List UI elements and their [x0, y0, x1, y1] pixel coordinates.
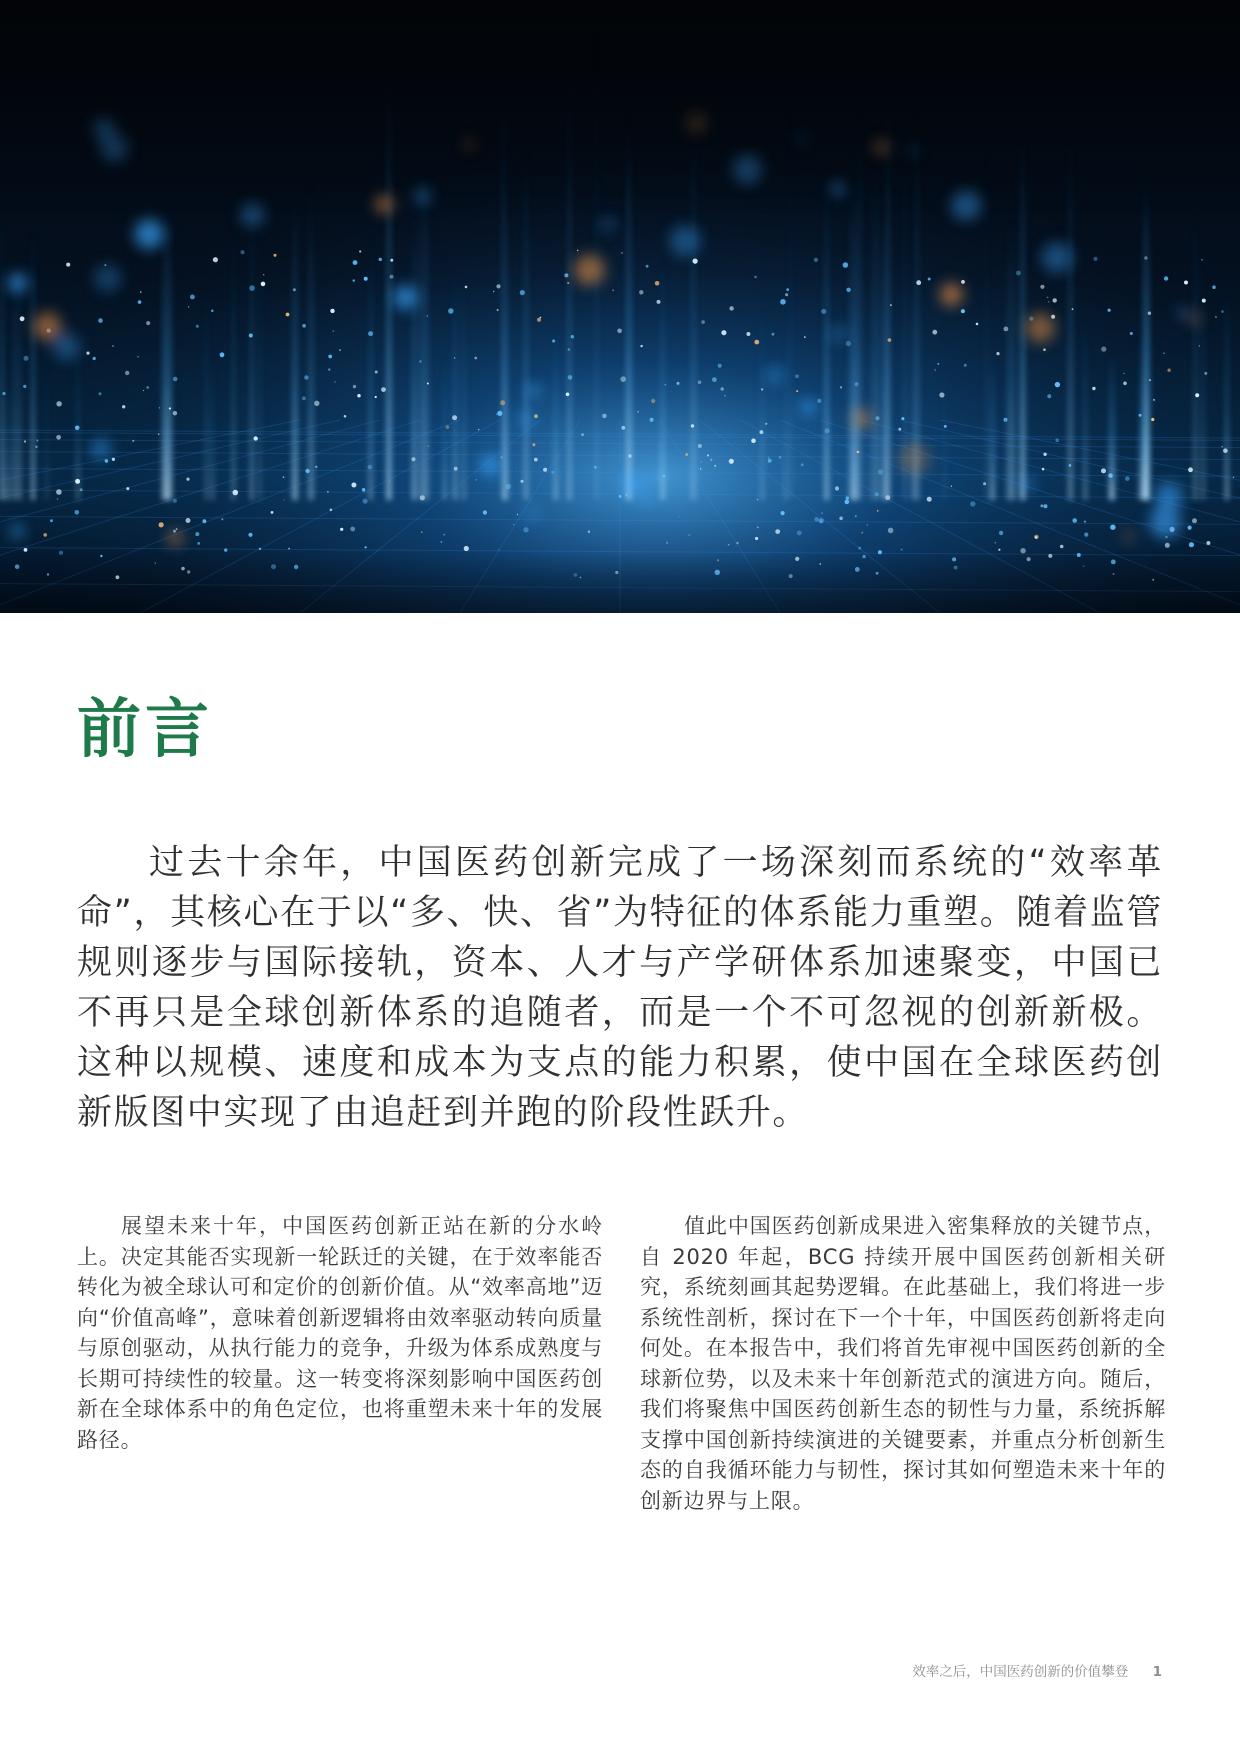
page-number: 1 — [1152, 1664, 1162, 1680]
body-column-left: 展望未来十年，中国医药创新正站在新的分水岭上。决定其能否实现新一轮跃迁的关键，在于效率能否转化为被全球认可和定价的创新价值。从“效率高地”迈向“价值高峰”，意味着创新逻辑将由效率驱动转向质量与原创驱动，从执行能力的竞争，升级为体系成熟度与长期可持续性的较量。这一转变将深刻影响中国医药创新在全球体系中的角色定位，也将重塑未来十年的发展路径。 — [77, 1214, 603, 1452]
body-column-right: 值此中国医药创新成果进入密集释放的关键节点，自 2020 年起，BCG 持续开展中国医药创新相关研究，系统刻画其起势逻辑。在此基础上，我们将进一步系统性剖析，探讨在下一个十年，中国医药创新将走向何处。在本报告中，我们将首先审视中国医药创新的全球新位势，以及未来十年创新范式的演进方向。随后，我们将聚焦中国医药创新生态的韧性与力量，系统拆解支撑中国创新持续演进的关键要素，并重点分析创新生态的自我循环能力与韧性，探讨其如何塑造未来十年的创新边界与上限。 — [640, 1214, 1166, 1513]
lead-paragraph: 过去十余年，中国医药创新完成了一场深刻而系统的“效率革命”，其核心在于以“多、快、省”为特征的体系能力重塑。随着监管规则逐步与国际接轨，资本、人才与产学研体系加速聚变，中国已不再只是全球创新体系的追随者，而是一个不可忽视的创新新极。这种以规模、速度和成本为支点的能力积累，使中国在全球医药创新版图中实现了由追赶到并跑的阶段性跃升。 — [77, 843, 1163, 1133]
page-footer — [912, 1662, 1162, 1682]
running-title: 效率之后，中国医药创新的价值攀登 — [912, 1664, 1129, 1680]
page-title: 前言 — [77, 693, 213, 767]
digital-bokeh-illustration — [0, 0, 1240, 613]
hero-image — [0, 0, 1240, 613]
